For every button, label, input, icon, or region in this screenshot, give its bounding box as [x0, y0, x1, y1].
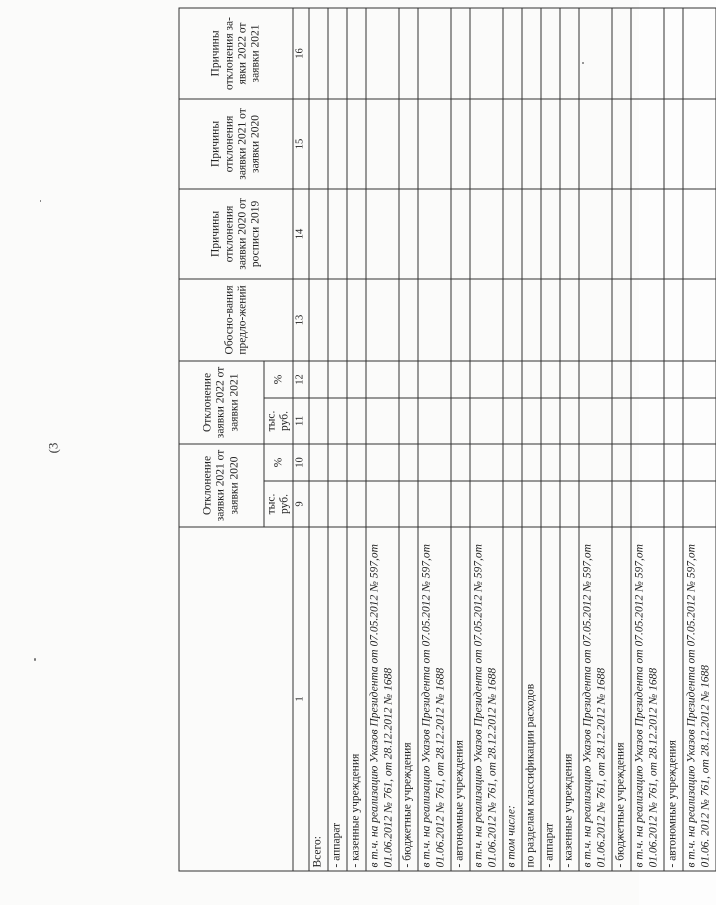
table-cell [631, 444, 664, 481]
table-cell [347, 481, 366, 527]
column-number: 12 [293, 361, 308, 398]
table-row [470, 8, 503, 871]
table-cell [560, 99, 579, 189]
table-cell [631, 99, 664, 189]
table-cell [683, 99, 716, 189]
table-cell [328, 279, 347, 361]
table-cell [418, 481, 451, 527]
table-cell [366, 99, 399, 189]
table-cell [470, 361, 503, 398]
table-cell [309, 8, 328, 99]
table-cell [503, 8, 522, 99]
row-label: в т.ч. на реализацию Указов Президента от 07.05.2012 № 597,от 01.06.2012 № 761, от 28.12.2012 № 1688 [366, 527, 399, 871]
table-cell [470, 398, 503, 444]
scan-speck [34, 658, 36, 661]
table-cell [579, 444, 612, 481]
table-cell [522, 444, 541, 481]
header-label-column [179, 527, 293, 871]
column-number: 13 [293, 279, 308, 361]
row-label: - бюджетные учреждения [612, 527, 631, 871]
table-cell [399, 398, 418, 444]
table-cell [366, 361, 399, 398]
row-label: Всего: [309, 527, 328, 871]
table-cell [541, 481, 560, 527]
table-cell [451, 398, 470, 444]
header-deviation-2022-2021: Отклонение заявки 2022 от заявки 2021 [179, 361, 264, 444]
table-cell [451, 481, 470, 527]
table-row [522, 8, 541, 871]
table-cell [470, 8, 503, 99]
table-cell [612, 189, 631, 279]
column-number: 14 [293, 189, 308, 279]
row-label: - казенные учреждения [560, 527, 579, 871]
deviation-table [179, 7, 716, 871]
table-cell [560, 398, 579, 444]
table-cell [399, 481, 418, 527]
table-row [612, 8, 631, 871]
table-cell [503, 398, 522, 444]
table-cell [366, 8, 399, 99]
table-cell [541, 8, 560, 99]
table-cell [328, 361, 347, 398]
table-cell [399, 361, 418, 398]
header-sub-percent: % [264, 444, 293, 481]
table-cell [579, 481, 612, 527]
table-cell [418, 398, 451, 444]
table-cell [664, 444, 683, 481]
table-cell [309, 361, 328, 398]
table-cell [503, 361, 522, 398]
table-cell [522, 279, 541, 361]
table-cell [683, 8, 716, 99]
table-cell [366, 481, 399, 527]
table-cell [612, 361, 631, 398]
table-cell [560, 481, 579, 527]
table-cell [683, 279, 716, 361]
table-cell [683, 189, 716, 279]
table-cell [309, 279, 328, 361]
rotated-table-wrapper [179, 9, 711, 872]
scan-speck [40, 200, 41, 202]
row-label: - бюджетные учреждения [399, 527, 418, 871]
table-cell [522, 361, 541, 398]
table-row [631, 8, 664, 871]
header-sub-thousand-rub: тыс. руб. [264, 398, 293, 444]
table-cell [503, 481, 522, 527]
table-cell [347, 444, 366, 481]
table-cell [347, 361, 366, 398]
table-row [451, 8, 470, 871]
table-cell [470, 99, 503, 189]
table-cell [451, 8, 470, 99]
table-cell [522, 189, 541, 279]
table-cell [470, 279, 503, 361]
header-reason-2020: Причины отклонения заявки 2020 от росписи 2019 [179, 189, 293, 279]
column-number: 16 [293, 8, 308, 99]
table-cell [503, 444, 522, 481]
table-cell [451, 444, 470, 481]
table-cell [664, 99, 683, 189]
table-cell [612, 8, 631, 99]
table-cell [612, 99, 631, 189]
column-number: 15 [293, 99, 308, 189]
table-cell [366, 444, 399, 481]
table-cell [522, 99, 541, 189]
table-cell [366, 398, 399, 444]
table-cell [309, 481, 328, 527]
table-cell [579, 398, 612, 444]
table-cell [347, 99, 366, 189]
table-cell [309, 189, 328, 279]
column-number: 10 [293, 444, 308, 481]
row-label: - автономные учреждения [451, 527, 470, 871]
table-cell [683, 481, 716, 527]
table-cell [399, 444, 418, 481]
table-cell [612, 481, 631, 527]
table-cell [399, 189, 418, 279]
table-cell [541, 189, 560, 279]
column-number: 9 [293, 481, 308, 527]
table-cell [309, 398, 328, 444]
table-cell [560, 8, 579, 99]
table-cell [418, 99, 451, 189]
table-cell [399, 279, 418, 361]
table-cell [579, 189, 612, 279]
table-cell [631, 279, 664, 361]
table-cell [664, 8, 683, 99]
table-cell [631, 398, 664, 444]
row-label: - автономные учреждения [664, 527, 683, 871]
table-cell [522, 398, 541, 444]
row-label: - аппарат [328, 527, 347, 871]
table-cell [683, 361, 716, 398]
table-cell [579, 8, 612, 99]
table-row [328, 8, 347, 871]
table-cell [451, 361, 470, 398]
table-cell [470, 481, 503, 527]
table-cell [503, 189, 522, 279]
row-label: в т.ч. на реализацию Указов Президента от 07.05.2012 № 597,от 01.06.2012 № 761, от 28.12.2012 № 1688 [631, 527, 664, 871]
table-cell [560, 361, 579, 398]
row-label: в т.ч. на реализацию Указов Президента от 07.05.2012 № 597,от 01.06.2012 № 761, от 28.12.2012 № 1688 [579, 527, 612, 871]
header-deviation-2021-2020: Отклонение заявки 2021 от заявки 2020 [179, 444, 264, 527]
table-cell [347, 398, 366, 444]
table-cell [309, 444, 328, 481]
table-cell [418, 189, 451, 279]
table-cell [470, 444, 503, 481]
column-number: 1 [293, 527, 308, 871]
table-body [309, 8, 716, 871]
table-cell [664, 361, 683, 398]
table-cell [522, 481, 541, 527]
table-cell [418, 8, 451, 99]
header-sub-thousand-rub: тыс. руб. [264, 481, 293, 527]
table-cell [631, 189, 664, 279]
table-cell [451, 99, 470, 189]
table-row [309, 8, 328, 871]
table-cell [631, 8, 664, 99]
table-cell [309, 99, 328, 189]
table-cell [631, 361, 664, 398]
table-cell [683, 444, 716, 481]
table-cell [418, 279, 451, 361]
table-cell [418, 361, 451, 398]
table-cell [503, 279, 522, 361]
table-cell [579, 279, 612, 361]
page-marker: (3 [45, 442, 61, 454]
table-row [418, 8, 451, 871]
table-cell [541, 361, 560, 398]
table-row [503, 8, 522, 871]
header-sub-percent: % [264, 361, 293, 398]
table-cell [560, 279, 579, 361]
table-cell [631, 481, 664, 527]
table-row [366, 8, 399, 871]
table-cell [399, 8, 418, 99]
row-label: - казенные учреждения [347, 527, 366, 871]
table-cell [579, 99, 612, 189]
table-cell [541, 279, 560, 361]
table-cell [328, 444, 347, 481]
table-cell [560, 444, 579, 481]
table-row [560, 8, 579, 871]
table-cell [541, 398, 560, 444]
table-cell [451, 189, 470, 279]
table-cell [347, 8, 366, 99]
row-label: по разделам классификации расходов [522, 527, 541, 871]
table-cell [347, 189, 366, 279]
table-cell [328, 99, 347, 189]
row-label: - аппарат [541, 527, 560, 871]
table-row [664, 8, 683, 871]
table-cell [664, 481, 683, 527]
table-row [579, 8, 612, 871]
row-label: в том числе: [503, 527, 522, 871]
table-cell [541, 99, 560, 189]
table-cell [366, 189, 399, 279]
table-cell [347, 279, 366, 361]
table-cell [503, 99, 522, 189]
table-cell [612, 398, 631, 444]
table-cell [328, 481, 347, 527]
row-label: в т.ч. на реализацию Указов Президента от 07.05.2012 № 597,от 01.06. 2012 № 761, от 28.12.2012 № 1688 [683, 527, 716, 871]
table-cell [366, 279, 399, 361]
header-reason-2021: Причины отклонения заявки 2021 от заявки 2020 [179, 99, 293, 189]
table-row [399, 8, 418, 871]
row-label: в т.ч. на реализацию Указов Президента от 07.05.2012 № 597,от 01.06.2012 № 761, от 28.12.2012 № 1688 [418, 527, 451, 871]
row-label: в т.ч. на реализацию Указов Президента от 07.05.2012 № 597,от 01.06.2012 № 761, от 28.12.2012 № 1688 [470, 527, 503, 871]
table-cell [399, 99, 418, 189]
table-cell [522, 8, 541, 99]
table-cell [683, 398, 716, 444]
table-cell [579, 361, 612, 398]
table-cell [612, 279, 631, 361]
table-cell [560, 189, 579, 279]
header-reason-2022: Причины отклонения за-явки 2022 от заявки 2021 [179, 8, 293, 99]
table-cell [328, 189, 347, 279]
table-row [541, 8, 560, 871]
table-cell [328, 398, 347, 444]
table-cell [541, 444, 560, 481]
table-cell [418, 444, 451, 481]
header-justification: Обосно-вания предло-жений [179, 279, 293, 361]
table-cell [664, 279, 683, 361]
table-cell [328, 8, 347, 99]
table-row [347, 8, 366, 871]
table-cell [612, 444, 631, 481]
table-row [683, 8, 716, 871]
table-cell [470, 189, 503, 279]
column-number: 11 [293, 398, 308, 444]
table-cell [664, 398, 683, 444]
table-cell [664, 189, 683, 279]
table-cell [451, 279, 470, 361]
